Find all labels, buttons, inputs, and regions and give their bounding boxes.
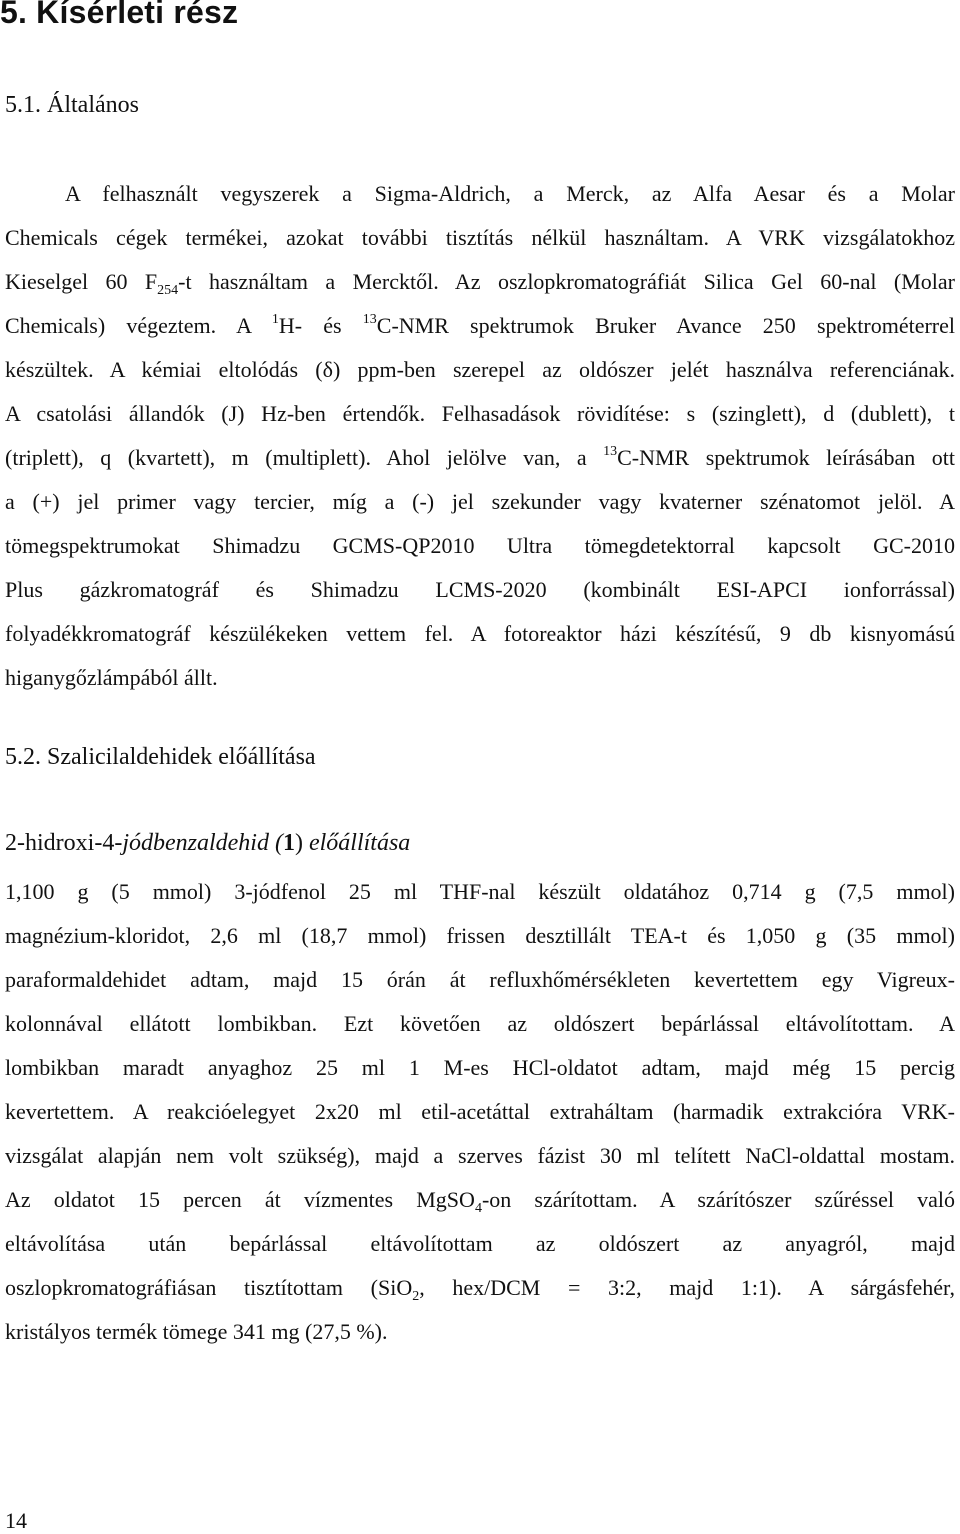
text-run: -t használtam a Mercktől. Az oszlopkromatográfiát Silica Gel 60-nal (Molar: [178, 269, 955, 294]
section-heading-general: 5.1. Általános: [5, 92, 139, 118]
text-line: 1,100 g (5 mmol) 3-jódfenol 25 ml THF-nal készült oldatához 0,714 g (7,5 mmol): [5, 879, 955, 904]
text-line: [5, 1178, 955, 1222]
text-line: [5, 436, 955, 480]
text-line: kevertettem. A reakcióelegyet 2x20 ml etil-acetáttal extraháltam (harmadik extrakcióra VRK-: [5, 1099, 955, 1124]
subscript: 2: [412, 1289, 420, 1304]
text-line: készültek. A kémiai eltolódás (δ) ppm-ben szerepel az oldószer jelét használva referenciának.: [5, 357, 955, 382]
text-run: ): [294, 830, 303, 856]
text-line: [5, 260, 955, 304]
text-line: a (+) jel primer vagy tercier, míg a (-) jel szekunder vagy kvaterner szénatomot jelöl. A: [5, 489, 955, 514]
text-line: tömegspektrumokat Shimadzu GCMS-QP2010 Ultra tömegdetektorral kapcsolt GC-2010: [5, 533, 955, 558]
text-line: Plus gázkromatográf és Shimadzu LCMS-2020 (kombinált ESI-APCI ionforrással): [5, 577, 955, 602]
text-line: lombikban maradt anyaghoz 25 ml 1 M-es HCl-oldatot adtam, majd még 15 percig: [5, 1055, 955, 1080]
text-run: oszlopkromatográfiásan tisztítottam (SiO: [5, 1275, 413, 1300]
text-run: , hex/DCM = 3:2, majd 1:1). A sárgásfehér,: [419, 1275, 955, 1300]
subscript: 4: [474, 1201, 482, 1216]
text-line: [5, 304, 955, 348]
text-line: higanygőzlámpából állt.: [5, 665, 218, 690]
text-line: eltávolítása után bepárlással eltávolítottam az oldószert az anyagról, majd: [5, 1231, 955, 1256]
text-run: Kieselgel 60 F: [5, 269, 158, 294]
text-line: vizsgálat alapján nem volt szükség), majd a szerves fázist 30 ml telített NaCl-oldattal mostam.: [5, 1143, 955, 1168]
text-line: [5, 1266, 955, 1310]
superscript: 1: [271, 312, 279, 327]
text-run-italic: előállítása: [302, 830, 411, 856]
subscript: 254: [157, 283, 179, 298]
general-paragraph: [5, 172, 955, 700]
compound-paragraph: [5, 870, 955, 1354]
text-line: folyadékkromatográf készülékeken vettem fel. A fotoreaktor házi készítésű, 9 db kisnyomású: [5, 621, 955, 646]
page-number: 14: [5, 1508, 27, 1533]
superscript: 13: [603, 444, 618, 459]
text-line: A csatolási állandók (J) Hz-ben értendők. Felhasadások rövidítése: s (szinglett), d (dublett), t: [5, 401, 955, 426]
text-run: (triplett), q (kvartett), m (multiplett). Ahol jelölve van, a: [5, 445, 604, 470]
compound-title: [5, 830, 410, 857]
text-line: kolonnával ellátott lombikban. Ezt követően az oldószert bepárlással eltávolítottam. A: [5, 1011, 955, 1036]
text-run-italic: jódbenzaldehid (: [122, 830, 283, 856]
text-run: Chemicals) végeztem. A: [5, 313, 272, 338]
text-line: magnézium-kloridot, 2,6 ml (18,7 mmol) frissen desztillált TEA-t és 1,050 g (35 mmol): [5, 923, 955, 948]
text-run: Az oldatot 15 percen át vízmentes MgSO: [5, 1187, 475, 1212]
text-run: 2-hidroxi-4-: [5, 830, 123, 856]
text-line: paraformaldehidet adtam, majd 15 órán át refluxhőmérsékleten kevertettem egy Vigreux-: [5, 967, 955, 992]
text-run: C-NMR spektrumok leírásában ott: [617, 445, 955, 470]
superscript: 13: [362, 312, 377, 327]
text-line: Chemicals cégek termékei, azokat további tisztítás nélkül használtam. A VRK vizsgálatokhoz: [5, 225, 955, 250]
section-heading-salicyl: 5.2. Szalicilaldehidek előállítása: [5, 744, 316, 770]
compound-number: 1: [282, 830, 295, 856]
chapter-title: 5. Kísérleti rész: [0, 0, 239, 30]
text-run: -on szárítottam. A szárítószer szűréssel való: [481, 1187, 955, 1212]
text-line: A felhasznált vegyszerek a Sigma-Aldrich, a Merck, az Alfa Aesar és a Molar: [65, 181, 955, 206]
text-run: H- és: [278, 313, 363, 338]
text-line: kristályos termék tömege 341 mg (27,5 %).: [5, 1319, 388, 1344]
text-run: C-NMR spektrumok Bruker Avance 250 spektrométerrel: [376, 313, 956, 338]
